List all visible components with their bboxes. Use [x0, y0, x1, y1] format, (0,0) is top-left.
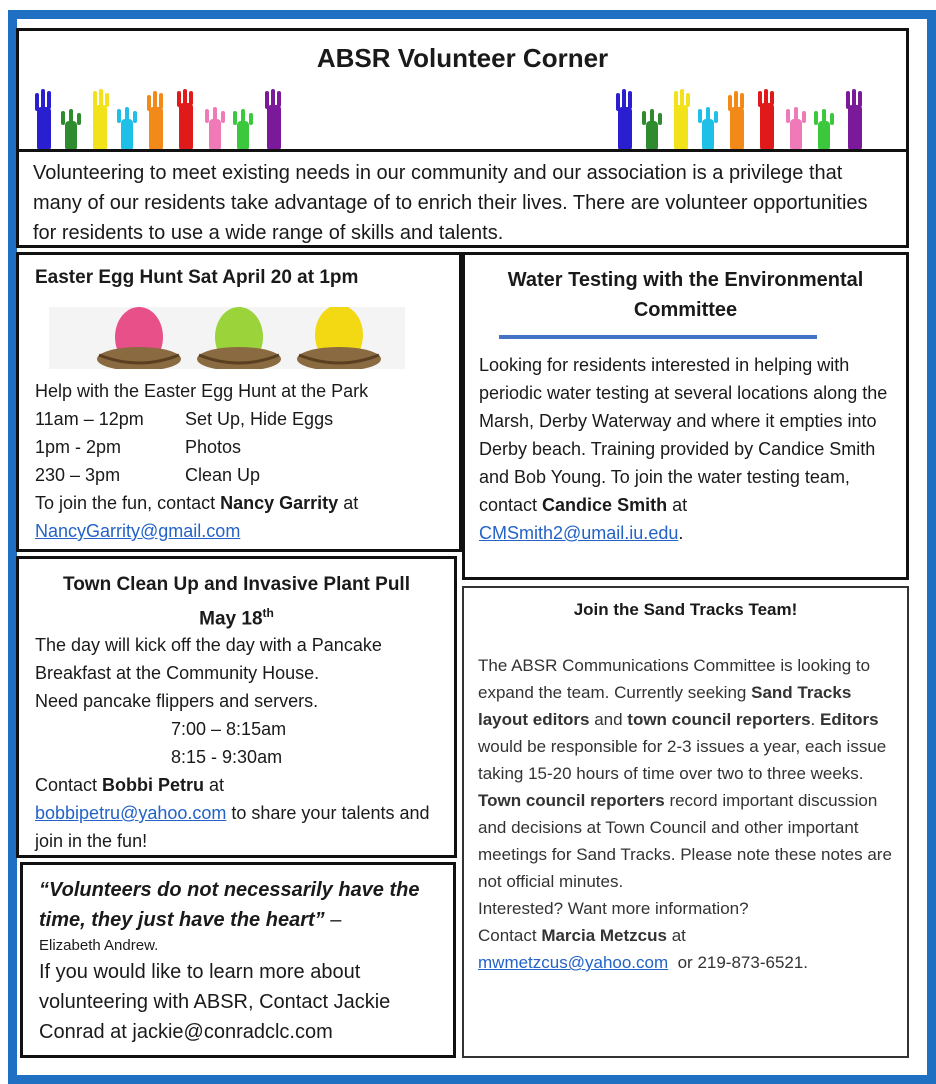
quote-more-info: If you would like to learn more about volunteering with ABSR, Contact Jackie Conrad at jackie@conradclc.com — [39, 961, 391, 1043]
quote-text: “Volunteers do not necessarily have the time, they just have the heart” — [39, 879, 420, 931]
contact-suffix: at — [338, 493, 359, 513]
sand-text: The ABSR Communications Committee is looking to expand the team. Currently seeking — [478, 656, 871, 702]
easter-body — [35, 377, 455, 545]
contact-prefix: Contact — [478, 926, 542, 945]
shift-time: 8:15 - 9:30am — [171, 747, 283, 767]
quote-body — [39, 875, 444, 1047]
sand-paragraph — [478, 652, 898, 895]
cleanup-title — [27, 571, 446, 633]
divider-rule — [499, 335, 817, 339]
contact-prefix: Contact — [35, 775, 103, 795]
schedule-row — [35, 433, 455, 461]
hands-illustration-left — [33, 89, 303, 153]
schedule-task: Photos — [185, 437, 242, 457]
easter-title: Easter Egg Hunt Sat April 20 at 1pm — [35, 267, 359, 288]
email-suffix: . — [678, 523, 684, 543]
sand-phone: or 219-873-6521. — [668, 953, 809, 972]
easter-email-link[interactable]: NancyGarrity@gmail.com — [35, 521, 241, 541]
easter-eggs-image — [49, 307, 405, 369]
water-text: Looking for residents interested in helping with periodic water testing at several locations along the Marsh, Derby Waterway and where it empties into Derby beach. Training provided by Candice Smith and Bob Young. To join the water testing team, contact — [479, 355, 888, 515]
sand-bold: town council reporters — [627, 710, 811, 729]
easter-section — [16, 252, 462, 552]
contact-name: Nancy Garrity — [220, 493, 339, 513]
sand-tracks-section — [462, 586, 909, 1058]
water-body — [479, 351, 899, 547]
sand-email-link[interactable]: mwmetzcus@yahoo.com — [478, 953, 669, 972]
contact-name: Bobbi Petru — [102, 775, 205, 795]
sand-question: Interested? Want more information? — [478, 899, 749, 918]
water-testing-section — [462, 252, 909, 580]
cleanup-body — [35, 631, 450, 855]
water-email-link[interactable]: CMSmith2@umail.iu.edu — [479, 523, 679, 543]
shift-time: 7:00 – 8:15am — [171, 719, 287, 739]
sand-bold: Sand Tracks layout editors — [478, 683, 852, 729]
intro-paragraph: Volunteering to meet existing needs in our community and our association is a privilege that many of our residents take advantage of to enrich their lives. There are volunteer opportunities for residents to use a wide range of skills and talents. — [19, 149, 906, 248]
cleanup-email-link[interactable]: bobbipetru@yahoo.com — [35, 803, 227, 823]
quote-dash: – — [324, 909, 342, 931]
sand-text: would be responsible for 2-3 issues a year, each issue taking 15-20 hours of time over two to three weeks. — [478, 737, 887, 783]
quote-section — [20, 862, 456, 1058]
cleanup-contact — [35, 771, 450, 799]
header-box — [16, 28, 909, 248]
cleanup-date: May 18 — [199, 608, 263, 630]
easter-contact — [35, 489, 455, 517]
sand-bold: Town council reporters — [478, 791, 665, 810]
water-title: Water Testing with the Environmental Committee — [507, 269, 864, 321]
sand-text: record important discussion and decisions at Town Council and other important meetings for Sand Tracks. Please note these notes are not official minutes. — [478, 791, 892, 891]
cleanup-title-text: Town Clean Up and Invasive Plant Pull — [63, 574, 410, 595]
schedule-row — [35, 461, 455, 489]
contact-suffix: at — [667, 495, 688, 515]
page-title: ABSR Volunteer Corner — [316, 43, 609, 73]
sand-bold: Editors — [819, 710, 879, 729]
schedule-task: Clean Up — [185, 465, 261, 485]
cleanup-section — [16, 556, 457, 858]
contact-suffix: at — [204, 775, 225, 795]
schedule-row — [35, 405, 455, 433]
contact-name: Marcia Metzcus — [541, 926, 667, 945]
cleanup-text: Need pancake flippers and servers. — [35, 691, 319, 711]
sand-contact — [478, 922, 898, 949]
easter-intro: Help with the Easter Egg Hunt at the Park — [35, 381, 369, 401]
email-suffix: to share your talents and join in the fun! — [35, 803, 430, 851]
sand-text: . — [810, 710, 820, 729]
cleanup-date-sup: th — [262, 606, 274, 620]
sand-text: and — [589, 710, 628, 729]
quote-author: Elizabeth Andrew. — [39, 937, 159, 954]
schedule-time: 1pm - 2pm — [35, 437, 122, 457]
schedule-task: Set Up, Hide Eggs — [185, 409, 334, 429]
schedule-time: 230 – 3pm — [35, 465, 121, 485]
schedule-time: 11am – 12pm — [35, 409, 144, 429]
sand-body — [478, 652, 898, 976]
hands-illustration-right — [614, 89, 884, 153]
sand-title: Join the Sand Tracks Team! — [573, 600, 798, 619]
contact-suffix: at — [666, 926, 686, 945]
contact-prefix: To join the fun, contact — [35, 493, 221, 513]
contact-name: Candice Smith — [542, 495, 668, 515]
cleanup-text: The day will kick off the day with a Pancake Breakfast at the Community House. — [35, 635, 382, 683]
